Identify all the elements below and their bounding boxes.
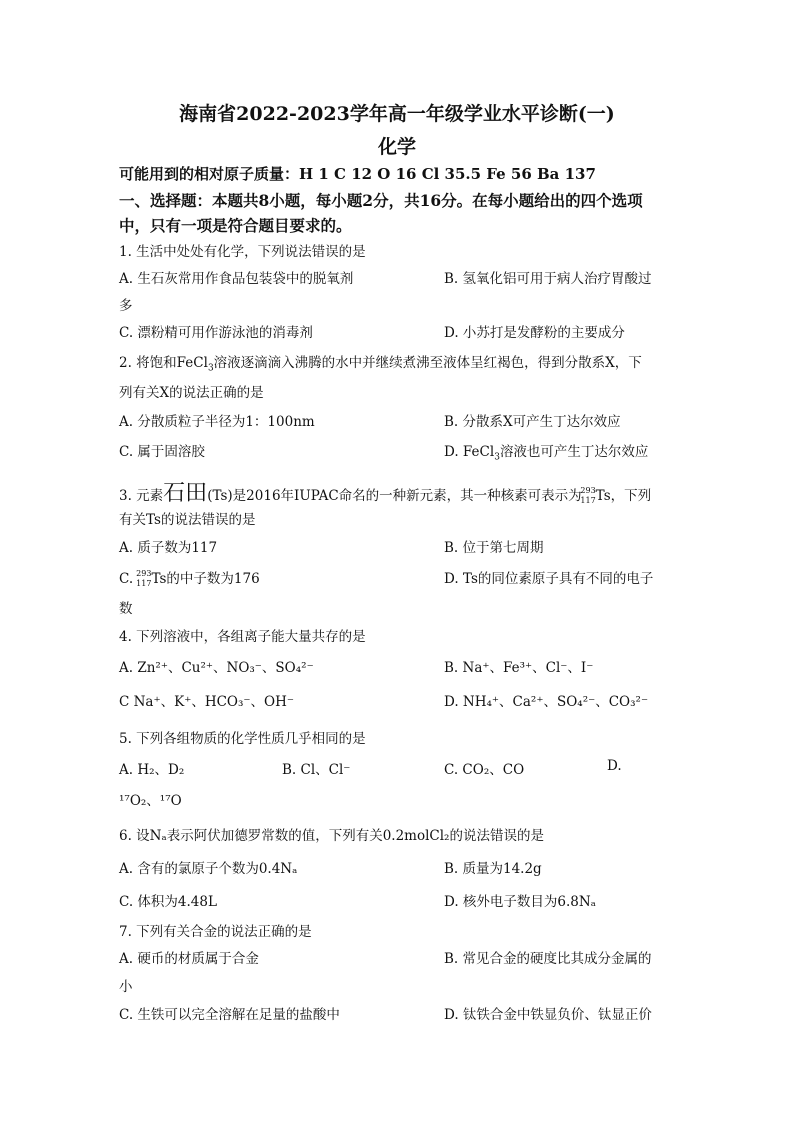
q4-option-c: C Na⁺、K⁺、HCO₃⁻、OH⁻ (119, 694, 294, 710)
q3-option-d-wrap: 数 (119, 601, 133, 617)
question-2-stem-line2: 列有关X的说法正确的是 (119, 385, 264, 401)
q7-option-c: C. 生铁可以完全溶解在足量的盐酸中 (119, 1007, 340, 1023)
q2-option-d: D. FeCl$_3$溶液也可产生丁达尔效应 (444, 444, 649, 463)
question-3-stem: 3. 元素石田(Ts)是2016年IUPAC命名的一种新元素，其一种核素可表示为 293 117 Ts，下列 (119, 481, 652, 506)
question-4-stem: 4. 下列溶液中，各组离子能大量共存的是 (119, 629, 366, 645)
atomic-masses: 可能用到的相对原子质量：H 1 C 12 O 16 Cl 35.5 Fe 56 Ba 137 (119, 165, 596, 183)
q3-option-a: A. 质子数为117 (119, 540, 218, 556)
question-6-stem: 6. 设Nₐ表示阿伏加德罗常数的值，下列有关0.2molCl₂的说法错误的是 (119, 828, 544, 844)
q2-option-a: A. 分散质粒子半径为1：100nm (119, 414, 315, 430)
q2-option-b: B. 分散系X可产生丁达尔效应 (444, 414, 621, 430)
q1-option-b-wrap: 多 (119, 298, 133, 314)
nuclide-notation: 293 117 (580, 485, 596, 505)
q1-option-a: A. 生石灰常用作食品包装袋中的脱氧剂 (119, 271, 354, 287)
question-2-stem: 2. 将饱和FeCl$_3$溶液逐滴滴入沸腾的水中并继续煮沸至液体呈红褐色，得到分散系X，下 (119, 355, 642, 374)
q5-option-b: B. Cl、Cl⁻ (282, 762, 351, 778)
page-title: 海南省2022-2023学年高一年级学业水平诊断(一) (179, 103, 615, 125)
section-heading: 一、选择题：本题共8小题，每小题2分，共16分。在每小题给出的四个选项 中，只有一项是符合题目要求的。 (119, 191, 643, 235)
q3-option-c: C. 293 117 Ts的中子数为176 (119, 568, 260, 588)
q6-option-b: B. 质量为14.2g (444, 861, 542, 877)
question-3-stem-line2: 有关Ts的说法错误的是 (119, 512, 256, 528)
question-7-stem: 7. 下列有关合金的说法正确的是 (119, 924, 312, 940)
q5-option-a: A. H₂、D₂ (119, 762, 185, 778)
question-5-stem: 5. 下列各组物质的化学性质几乎相同的是 (119, 731, 366, 747)
q7-option-a: A. 硬币的材质属于合金 (119, 951, 259, 967)
question-1-stem: 1. 生活中处处有化学，下列说法错误的是 (119, 244, 366, 260)
q3-option-b: B. 位于第七周期 (444, 540, 544, 556)
q5-option-d-wrap: ¹⁷O₂、¹⁷O (119, 793, 182, 809)
q7-option-b: B. 常见合金的硬度比其成分金属的 (444, 951, 652, 967)
nuclide-notation: 293 117 (136, 568, 152, 588)
q3-option-d: D. Ts的同位素原子具有不同的电子 (444, 571, 654, 587)
q4-option-a: A. Zn²⁺、Cu²⁺、NO₃⁻、SO₄²⁻ (119, 660, 314, 676)
q5-option-c: C. CO₂、CO (444, 762, 525, 778)
q4-option-d: D. NH₄⁺、Ca²⁺、SO₄²⁻、CO₃²⁻ (444, 694, 649, 710)
q2-option-c: C. 属于固溶胶 (119, 444, 205, 460)
q7-option-d: D. 钛铁合金中铁显负价、钛显正价 (444, 1007, 652, 1023)
q6-option-c: C. 体积为4.48L (119, 894, 217, 910)
subject-heading: 化学 (377, 136, 416, 158)
q1-option-b: B. 氢氧化铝可用于病人治疗胃酸过 (444, 271, 652, 287)
q5-option-d: D. (607, 758, 622, 774)
q1-option-c: C. 漂粉精可用作游泳池的消毒剂 (119, 325, 313, 341)
q6-option-d: D. 核外电子数目为6.8Nₐ (444, 894, 596, 910)
q6-option-a: A. 含有的氯原子个数为0.4Nₐ (119, 861, 298, 877)
q7-option-b-wrap: 小 (119, 979, 133, 995)
q4-option-b: B. Na⁺、Fe³⁺、Cl⁻、I⁻ (444, 660, 594, 676)
element-character: 石田 (163, 481, 208, 506)
q1-option-d: D. 小苏打是发酵粉的主要成分 (444, 325, 625, 341)
